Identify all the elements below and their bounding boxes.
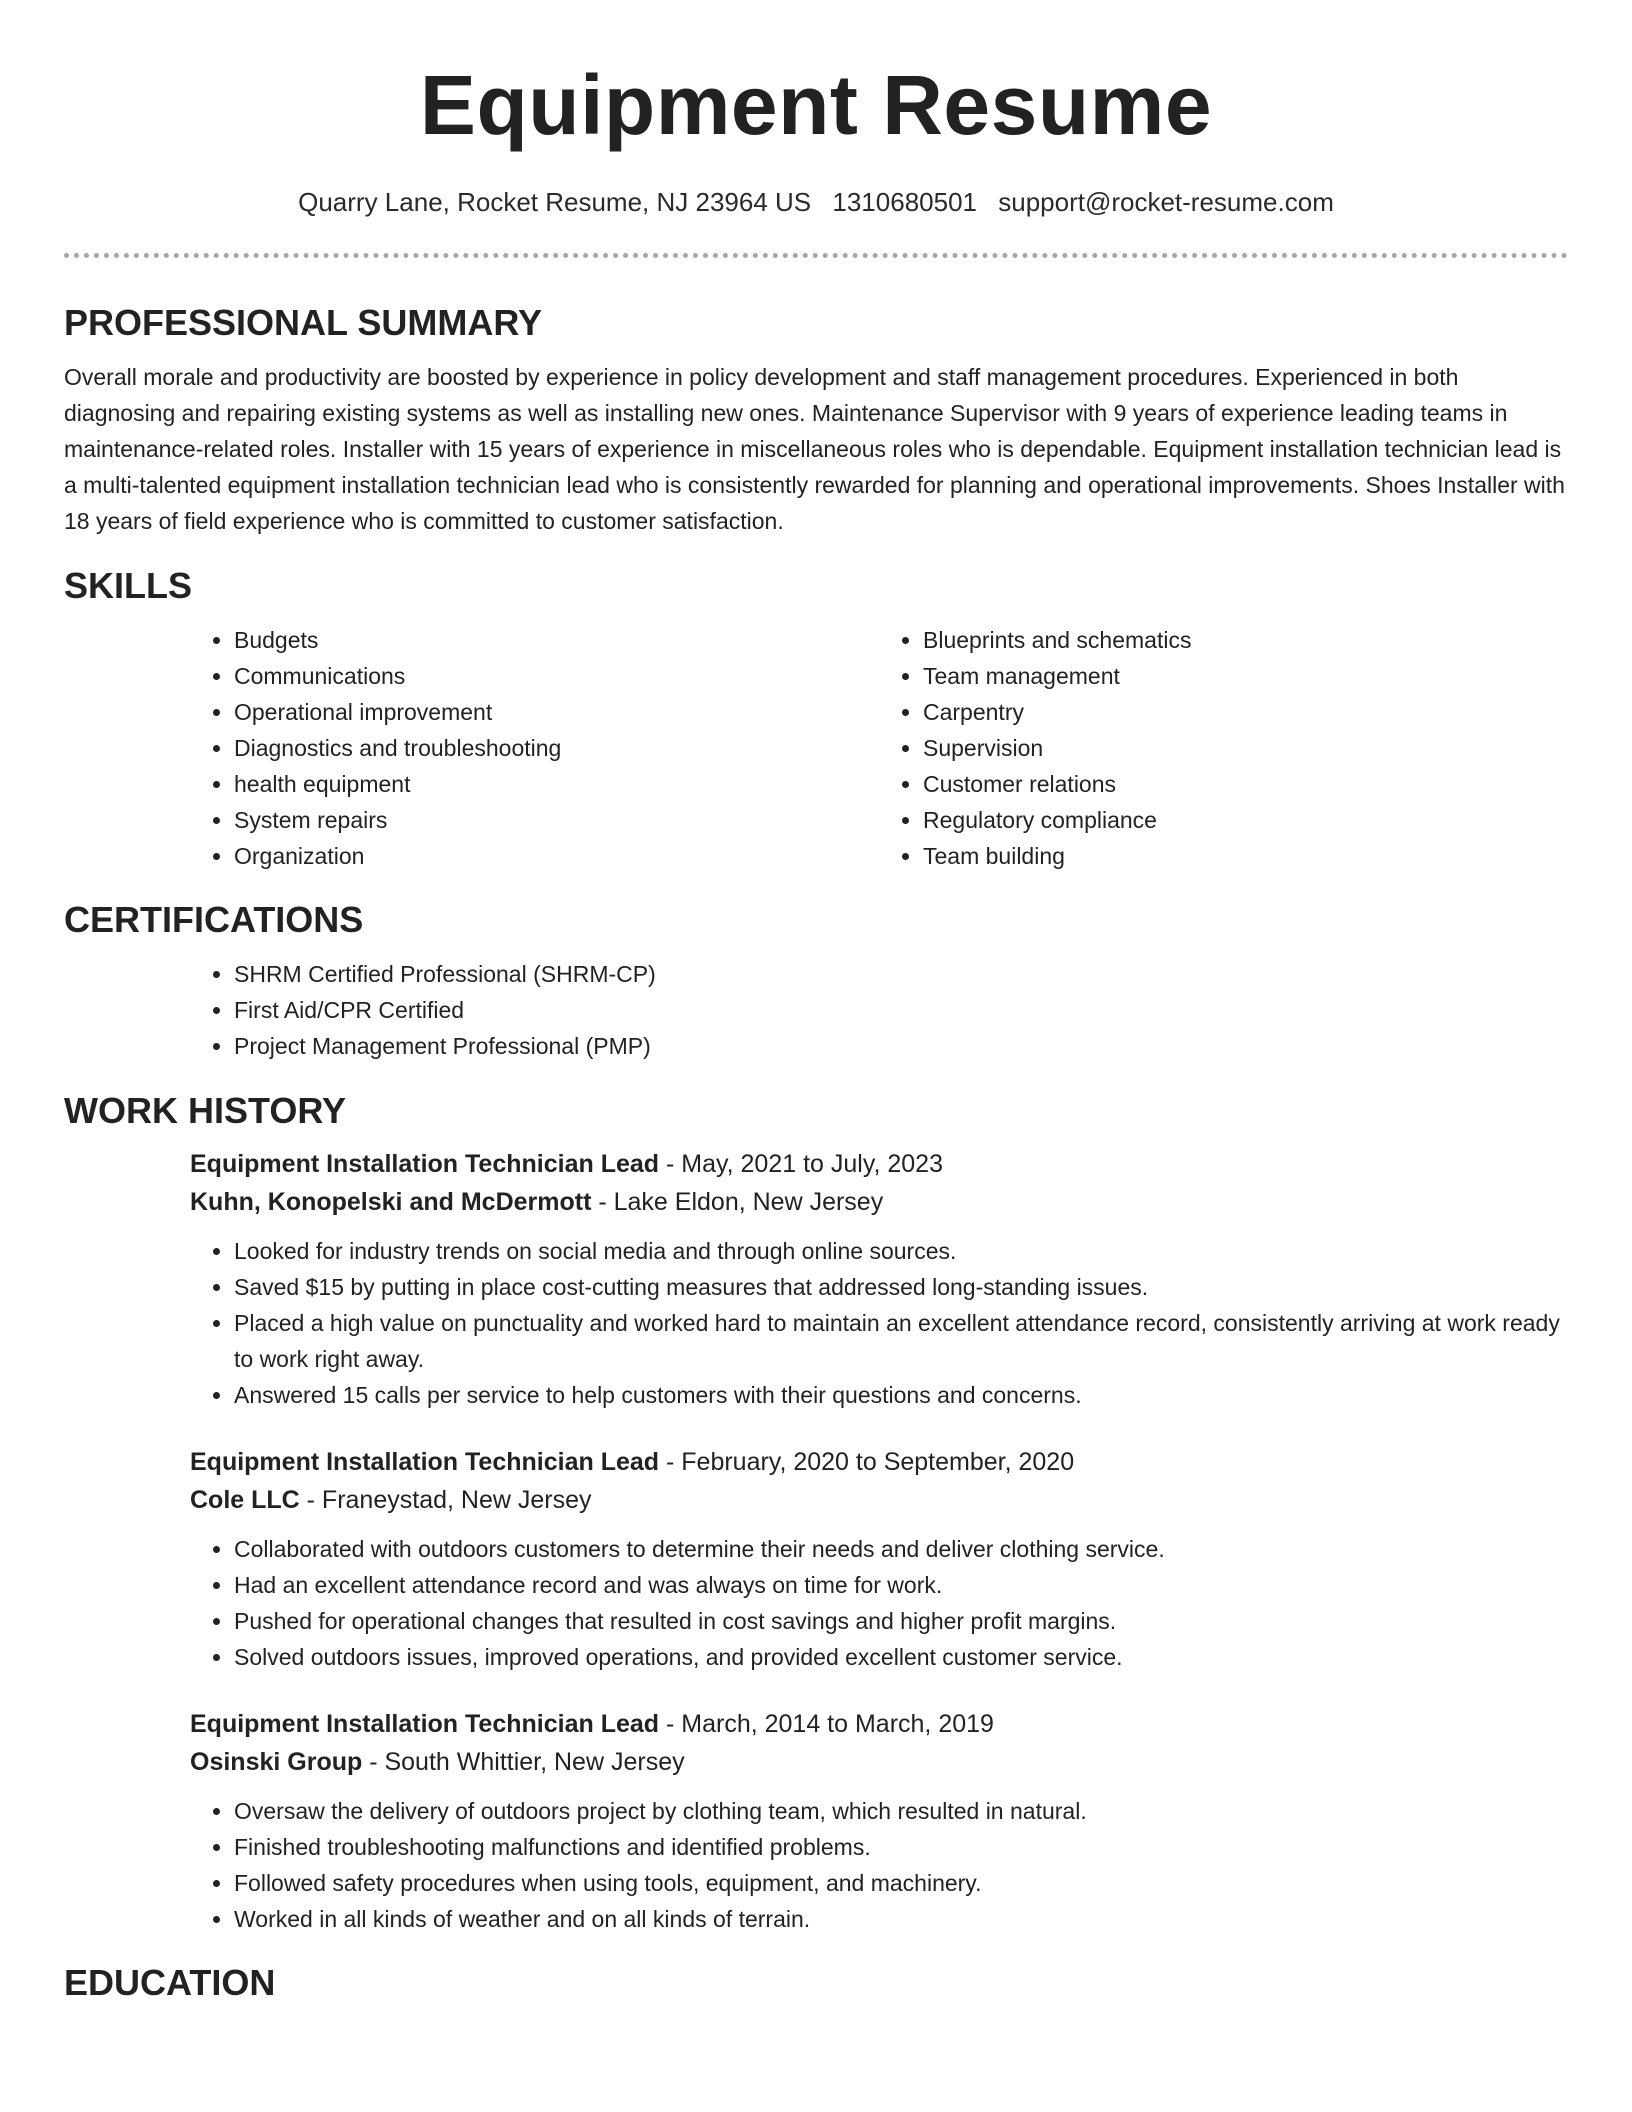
work-history-title: WORK HISTORY — [64, 1090, 347, 1131]
job-entry — [190, 1443, 1568, 1675]
education-section — [64, 1961, 1568, 2005]
job-title-line — [190, 1145, 1568, 1183]
certification-item: • Project Management Professional (PMP) — [234, 1028, 1568, 1064]
certification-item: • SHRM Certified Professional (SHRM-CP) — [234, 956, 1568, 992]
skill-item: • health equipment — [234, 766, 879, 802]
job-bullet: • Answered 15 calls per service to help customers with their questions and concerns. — [234, 1377, 1568, 1413]
skill-item: • Customer relations — [923, 766, 1568, 802]
job-bullets — [190, 1233, 1568, 1413]
job-bullet: • Collaborated with outdoors customers to determine their needs and deliver clothing service. — [234, 1531, 1568, 1567]
job-dates: - March, 2014 to March, 2019 — [659, 1710, 994, 1738]
skill-item: • Diagnostics and troubleshooting — [234, 730, 879, 766]
work-history-section — [64, 1089, 1568, 1937]
job-company-line — [190, 1743, 1568, 1781]
job-bullet: • Placed a high value on punctuality and worked hard to maintain an excellent attendance record, consistently arriving at work ready to work right away. — [234, 1305, 1568, 1377]
contact-address: Quarry Lane, Rocket Resume, NJ 23964 US — [298, 187, 812, 217]
job-location: - Lake Eldon, New Jersey — [591, 1188, 884, 1216]
summary-text: Overall morale and productivity are boosted by experience in policy development and staff management procedures. Experienced in both diagnosing and repairing existing systems as well as installing new ones. Maintenance Supervisor with 9 years of experience leading teams in maintenance-related roles. Installer with 15 years of experience in miscellaneous roles who is dependable. Equipment installation technician lead is a multi-talented equipment installation technician lead who is consistently rewarded for planning and operational improvements. Shoes Installer with 18 years of field experience who is committed to customer satisfaction. — [64, 364, 1565, 534]
job-title: Equipment Installation Technician Lead — [190, 1150, 660, 1178]
job-bullet: • Saved $15 by putting in place cost-cutting measures that addressed long-standing issues. — [234, 1269, 1568, 1305]
resume-name: Equipment Resume — [419, 58, 1213, 152]
certifications-list — [190, 956, 1568, 1064]
job-company: Kuhn, Konopelski and McDermott — [190, 1188, 592, 1216]
contact-phone: 1310680501 — [832, 187, 977, 217]
job-company-line — [190, 1481, 1568, 1519]
contact-email[interactable]: support@rocket-resume.com — [998, 187, 1334, 217]
job-dates: - May, 2021 to July, 2023 — [659, 1150, 943, 1178]
job-bullet: • Finished troubleshooting malfunctions and identified problems. — [234, 1829, 1568, 1865]
skill-item: • Team building — [923, 838, 1568, 874]
job-bullet: • Solved outdoors issues, improved operations, and provided excellent customer service. — [234, 1639, 1568, 1675]
certifications-section — [64, 898, 1568, 1064]
skill-item: • Communications — [234, 658, 879, 694]
skills-section — [64, 564, 1568, 874]
job-title-line — [190, 1705, 1568, 1743]
job-bullets — [190, 1793, 1568, 1937]
skill-item: • Budgets — [234, 622, 879, 658]
job-bullet: • Pushed for operational changes that resulted in cost savings and higher profit margins. — [234, 1603, 1568, 1639]
job-bullet: • Worked in all kinds of weather and on all kinds of terrain. — [234, 1901, 1568, 1937]
certification-item: • First Aid/CPR Certified — [234, 992, 1568, 1028]
header-divider — [64, 253, 1568, 258]
job-entry — [190, 1705, 1568, 1937]
job-entry — [190, 1145, 1568, 1413]
job-bullet: • Had an excellent attendance record and was always on time for work. — [234, 1567, 1568, 1603]
summary-title: PROFESSIONAL SUMMARY — [64, 302, 543, 343]
skill-item: • Operational improvement — [234, 694, 879, 730]
resume-page — [64, 0, 1568, 2005]
skills-right-list — [879, 622, 1568, 874]
skill-item: • System repairs — [234, 802, 879, 838]
skills-left-list — [190, 622, 879, 874]
job-bullet: • Followed safety procedures when using tools, equipment, and machinery. — [234, 1865, 1568, 1901]
job-location: - Franeystad, New Jersey — [299, 1486, 592, 1514]
skill-item: • Organization — [234, 838, 879, 874]
job-dates: - February, 2020 to September, 2020 — [659, 1448, 1075, 1476]
job-title-line — [190, 1443, 1568, 1481]
job-bullet: • Looked for industry trends on social media and through online sources. — [234, 1233, 1568, 1269]
skills-columns — [190, 622, 1568, 874]
job-bullets — [190, 1531, 1568, 1675]
contact-line — [64, 185, 1568, 219]
skill-item: • Carpentry — [923, 694, 1568, 730]
resume-header — [64, 0, 1568, 219]
job-company: Osinski Group — [190, 1748, 363, 1776]
job-company: Cole LLC — [190, 1486, 300, 1514]
skill-item: • Regulatory compliance — [923, 802, 1568, 838]
job-bullet: • Oversaw the delivery of outdoors project by clothing team, which resulted in natural. — [234, 1793, 1568, 1829]
job-location: - South Whittier, New Jersey — [362, 1748, 685, 1776]
skill-item: • Blueprints and schematics — [923, 622, 1568, 658]
skills-title: SKILLS — [64, 565, 193, 606]
skill-item: • Team management — [923, 658, 1568, 694]
skill-item: • Supervision — [923, 730, 1568, 766]
job-company-line — [190, 1183, 1568, 1221]
education-title: EDUCATION — [64, 1962, 276, 2003]
summary-section — [64, 301, 1568, 539]
certifications-title: CERTIFICATIONS — [64, 899, 364, 940]
job-title: Equipment Installation Technician Lead — [190, 1448, 660, 1476]
job-title: Equipment Installation Technician Lead — [190, 1710, 660, 1738]
